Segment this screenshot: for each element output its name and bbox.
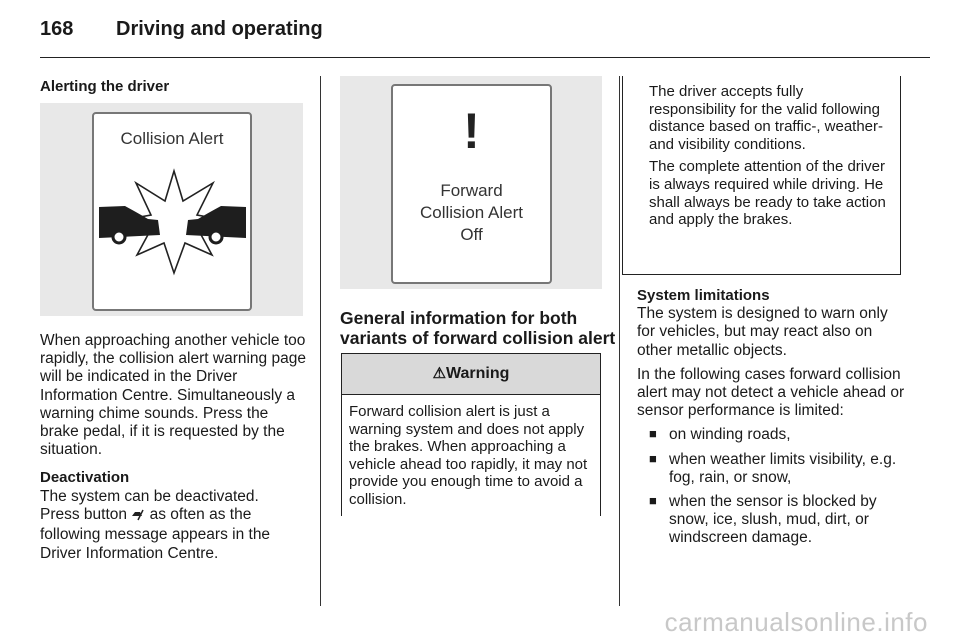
column-3-text — [637, 287, 905, 548]
warning-box — [341, 353, 601, 516]
limitations-para-1: The system is designed to warn only for vehicles, but may react also on other metallic objects. — [637, 305, 888, 359]
heading-deactivation: Deactivation — [40, 469, 130, 486]
fca-off-panel — [391, 84, 552, 284]
limitations-para-2: In the following cases forward collision alert may not detect a vehicle ahead or sensor performance is limited: — [637, 365, 905, 420]
list-item: ■ when the sensor is blocked by snow, ice, slush, mud, dirt, or windscreen damage. — [637, 493, 905, 548]
header-rule — [40, 57, 930, 58]
info-para-2: The complete attention of the driver is always required while driving. He shall always be ready to take action and apply the brakes. — [649, 158, 886, 229]
collision-icon — [40, 103, 303, 316]
heading-alerting-driver: Alerting the driver — [40, 78, 170, 95]
deactivation-text-a: Press button — [40, 506, 132, 524]
watermark: carmanualsonline.info — [664, 607, 928, 637]
page-header — [40, 18, 323, 41]
deactivation-line-1: The system can be deactivated. — [40, 488, 259, 505]
fca-off-line-3: Off — [460, 225, 483, 244]
fca-off-line-2: Collision Alert — [420, 203, 523, 222]
section-title: Driving and operating — [116, 18, 323, 40]
para-deactivation — [40, 488, 302, 563]
figure-collision-alert — [40, 103, 303, 316]
wheel-left-shape — [113, 231, 125, 243]
wheel-right-shape — [210, 231, 222, 243]
info-box — [622, 76, 901, 275]
exclamation-icon: ! — [463, 103, 480, 159]
info-para-1: The driver accepts fully responsibility for the valid following distance based on traffic-, weather- and visibility conditions. — [649, 83, 884, 153]
warning-text: Forward collision alert is just a warning system and does not apply the brakes. When approaching a vehicle ahead too rapidly, it may not provide you enough time to avoid a collision. — [349, 403, 588, 508]
heading-system-limitations: System limitations — [637, 287, 770, 304]
limitations-list — [637, 426, 905, 547]
warning-title-bar — [342, 354, 600, 395]
fca-off-line-1: Forward — [440, 181, 503, 200]
deactivation-text-b: as often as the following message appears in the Driver Information Centre. — [40, 506, 271, 562]
list-item: ■ on winding roads, — [637, 426, 905, 444]
warning-title: Warning — [446, 365, 510, 382]
collision-alert-button-icon — [131, 507, 145, 526]
figure-forward-collision-off — [340, 76, 602, 289]
para-collision-warning: When approaching another vehicle too rapidly, the collision alert warning page will be indicated in the Driver Information Centre. Simultaneously a warning chime sounds. Press the brake pedal, if it is requested by the situation. — [40, 332, 306, 459]
column-divider-1 — [320, 76, 321, 606]
fca-off-text — [393, 180, 550, 246]
heading-general-information: General information for both variants of forward collision alert — [340, 308, 616, 348]
list-item: ■ when weather limits visibility, e.g. fog, rain, or snow, — [637, 451, 905, 487]
page-number: 168 — [40, 18, 74, 40]
warning-triangle-icon: ⚠ — [432, 365, 447, 382]
panel-caption: Collision Alert — [120, 129, 224, 148]
column-divider-2 — [619, 76, 620, 606]
